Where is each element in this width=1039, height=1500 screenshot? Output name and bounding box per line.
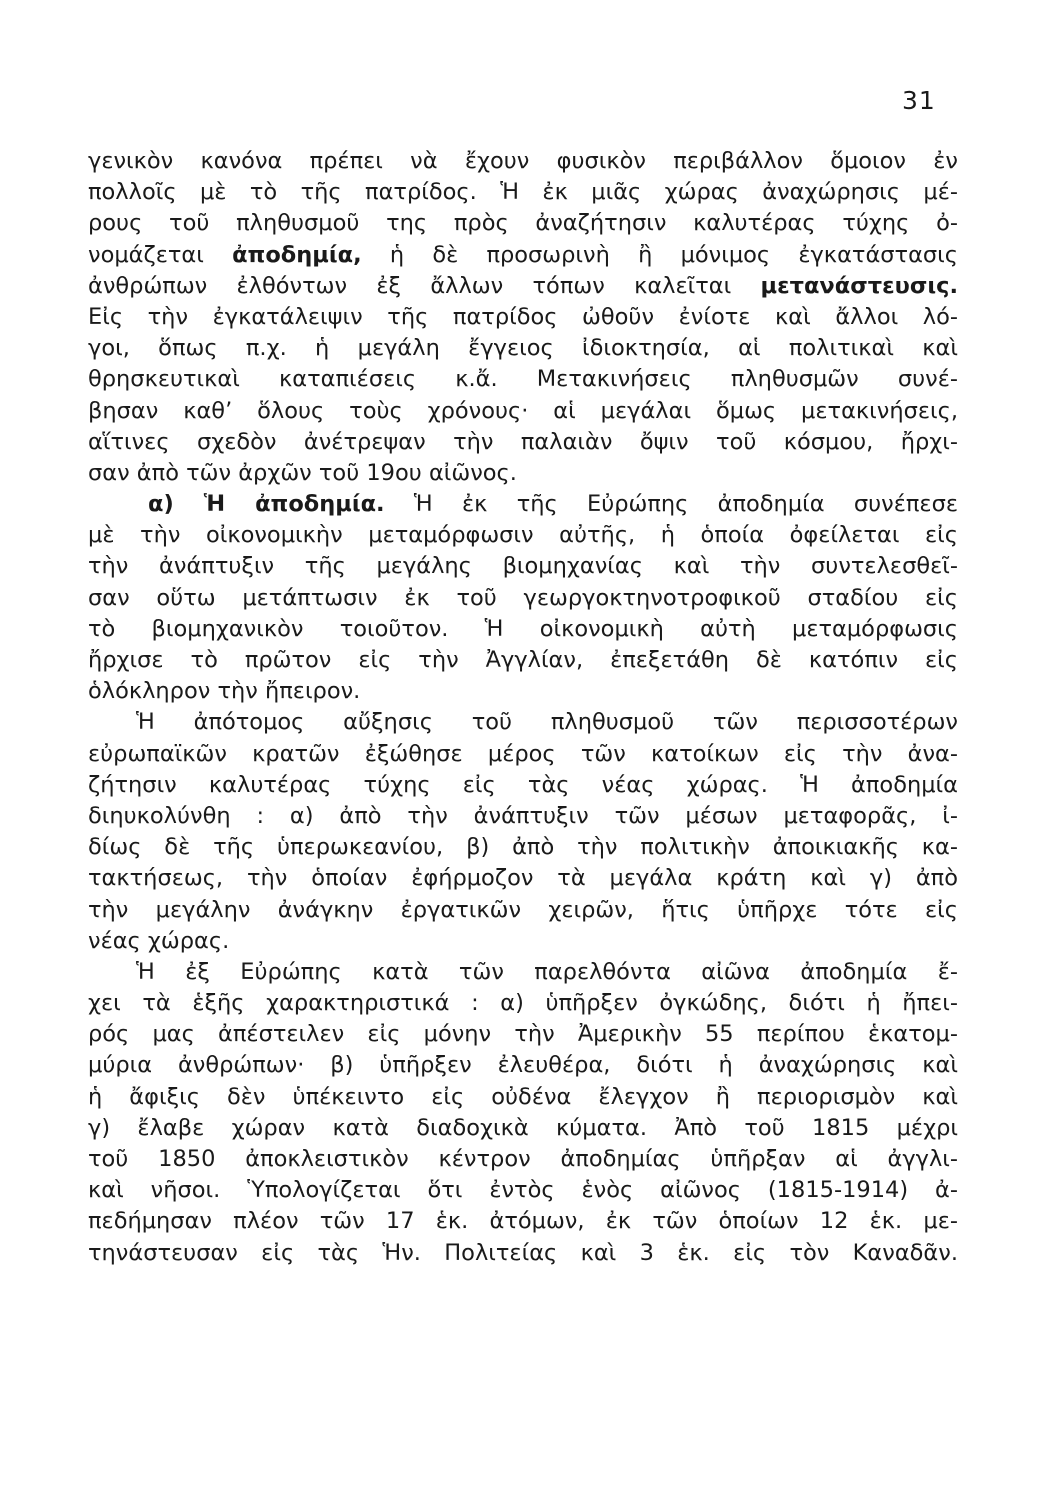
text-line — [88, 271, 958, 302]
text-line — [88, 583, 958, 614]
text-line — [88, 1144, 958, 1175]
text-segment: τακτήσεως, τὴν ὁποίαν ἐφήρμοζον τὰ μεγάλα κράτη καὶ γ) ἀπὸ — [88, 865, 958, 892]
text-segment: ἡ δὲ προσωρινὴ ἢ μόνιμος ἐγκατάστασις — [361, 241, 958, 268]
text-segment: αἵτινες σχεδὸν ἀνέτρεψαν τὴν παλαιὰν ὄψιν τοῦ κόσμου, ἤρχι- — [88, 428, 958, 455]
text-line — [88, 333, 958, 364]
text-segment: καὶ νῆσοι. Ὑπολογίζεται ὅτι ἐντὸς ἑνὸς αἰῶνος (1815-1914) ἀ- — [88, 1177, 958, 1204]
text-line — [88, 1019, 958, 1050]
text-line — [88, 1113, 958, 1144]
text-segment: ἡ ἄφιξις δὲν ὑπέκειντο εἰς οὐδένα ἔλεγχον ἢ περιορισμὸν καὶ — [88, 1083, 958, 1110]
text-segment: μύρια ἀνθρώπων· β) ὑπῆρξεν ἐλευθέρα, διότι ἡ ἀναχώρησις καὶ — [88, 1052, 958, 1079]
text-line — [88, 1238, 958, 1269]
text-line — [88, 614, 958, 645]
text-line — [88, 770, 958, 801]
text-line — [88, 364, 958, 395]
text-line — [88, 551, 958, 582]
text-segment: πεδήμησαν πλέον τῶν 17 ἑκ. ἀτόμων, ἐκ τῶν ὁποίων 12 ἑκ. με- — [88, 1208, 958, 1235]
text-segment: ζήτησιν καλυτέρας τύχης εἰς τὰς νέας χώρας. Ἡ ἀποδημία — [88, 771, 958, 798]
page-number: 31 — [902, 86, 936, 115]
text-line — [88, 1082, 958, 1113]
text-segment: πολλοῖς μὲ τὸ τῆς πατρίδος. Ἡ ἐκ μιᾶς χώρας ἀναχώρησις μέ- — [88, 179, 958, 206]
text-line — [88, 458, 958, 489]
text-segment: γοι, ὅπως π.χ. ἡ μεγάλη ἔγγειος ἰδιοκτησία, αἱ πολιτικαὶ καὶ — [88, 335, 958, 362]
text-line — [88, 427, 958, 458]
text-segment: χει τὰ ἑξῆς χαρακτηριστικά : α) ὑπῆρξεν ὀγκώδης, διότι ἡ ἤπει- — [88, 990, 958, 1017]
text-segment: Ἡ ἐξ Εὐρώπης κατὰ τῶν παρελθόντα αἰῶνα ἀποδημία ἔ- — [136, 958, 958, 985]
text-segment: σαν οὕτω μετάπτωσιν ἐκ τοῦ γεωργοκτηνοτροφικοῦ σταδίου εἰς — [88, 584, 958, 611]
text-line — [88, 926, 958, 957]
text-line — [88, 146, 958, 177]
text-segment: ἤρχισε τὸ πρῶτον εἰς τὴν Ἀγγλίαν, ἐπεξετάθη δὲ κατόπιν εἰς — [88, 647, 958, 673]
text-segment: σαν ἀπὸ τῶν ἀρχῶν τοῦ 19ου αἰῶνος. — [88, 459, 517, 486]
text-segment: θρησκευτικαὶ καταπιέσεις κ.ἄ. Μετακινήσεις πληθυσμῶν συνέ- — [88, 366, 958, 393]
text-line — [88, 396, 958, 427]
text-segment: τὴν μεγάλην ἀνάγκην ἐργατικῶν χειρῶν, ἥτις ὑπῆρχε τότε εἰς — [88, 896, 958, 923]
text-line — [88, 177, 958, 208]
text-body — [88, 146, 958, 1269]
text-line — [88, 302, 958, 333]
text-line — [88, 1175, 958, 1206]
text-segment: ρους τοῦ πληθυσμοῦ της πρὸς ἀναζήτησιν καλυτέρας τύχης ὀ- — [88, 210, 958, 237]
text-line — [88, 208, 958, 239]
text-line — [88, 645, 958, 676]
text-segment: τοῦ 1850 ἀποκλειστικὸν κέντρον ἀποδημίας ὑπῆρξαν αἱ ἀγγλι- — [88, 1146, 958, 1172]
text-line — [88, 739, 958, 770]
text-line — [88, 240, 958, 271]
text-line — [88, 1050, 958, 1081]
text-line — [88, 957, 958, 988]
text-segment: τὴν ἀνάπτυξιν τῆς μεγάλης βιομηχανίας καὶ τὴν συντελεσθεῖ- — [88, 553, 958, 580]
bold-term: μετανάστευσις. — [760, 272, 958, 299]
text-segment: Ἡ ἀπότομος αὔξησις τοῦ πληθυσμοῦ τῶν περισσοτέρων — [136, 709, 958, 736]
text-segment: ἀνθρώπων ἐλθόντων ἐξ ἄλλων τόπων καλεῖται — [88, 272, 761, 299]
text-segment: εὐρωπαϊκῶν κρατῶν ἐξώθησε μέρος τῶν κατοίκων εἰς τὴν ἀνα- — [88, 740, 958, 767]
text-line — [88, 707, 958, 738]
text-segment: μὲ τὴν οἰκονομικὴν μεταμόρφωσιν αὐτῆς, ἡ ὁποία ὀφείλεται εἰς — [88, 522, 958, 549]
text-line — [88, 489, 958, 520]
text-line — [88, 832, 958, 863]
bold-term: α) Ἡ ἀποδημία. — [148, 491, 385, 518]
text-line — [88, 863, 958, 894]
text-segment: τὸ βιομηχανικὸν τοιοῦτον. Ἡ οἰκονομικὴ αὐτὴ μεταμόρφωσις — [88, 615, 958, 642]
text-segment: Εἰς τὴν ἐγκατάλειψιν τῆς πατρίδος ὠθοῦν ἐνίοτε καὶ ἄλλοι λό- — [88, 303, 958, 330]
text-segment: ρός μας ἀπέστειλεν εἰς μόνην τὴν Ἀμερικὴν 55 περίπου ἑκατομ- — [88, 1021, 958, 1048]
bold-term: ἀποδημία, — [232, 241, 362, 268]
text-segment: Ἡ ἐκ τῆς Εὐρώπης ἀποδημία συνέπεσε — [384, 491, 959, 518]
text-line — [88, 1206, 958, 1237]
text-segment: διηυκολύνθη : α) ἀπὸ τὴν ἀνάπτυξιν τῶν μέσων μεταφορᾶς, ἰ- — [88, 802, 958, 829]
text-segment: τηνάστευσαν εἰς τὰς Ἡν. Πολιτείας καὶ 3 ἑκ. εἰς τὸν Καναδᾶν. — [88, 1239, 958, 1266]
text-segment: βησαν καθ’ ὅλους τοὺς χρόνους· αἱ μεγάλαι ὅμως μετακινήσεις, — [88, 397, 958, 424]
text-segment: γενικὸν κανόνα πρέπει νὰ ἔχουν φυσικὸν περιβάλλον ὅμοιον ἐν — [88, 148, 958, 174]
text-segment: δίως δὲ τῆς ὑπερωκεανίου, β) ἀπὸ τὴν πολιτικὴν ἀποικιακῆς κα- — [88, 834, 958, 861]
text-line — [88, 676, 958, 707]
text-line — [88, 520, 958, 551]
text-segment: νέας χώρας. — [88, 927, 230, 954]
text-line — [88, 895, 958, 926]
text-segment: ὁλόκληρον τὴν ἤπειρον. — [88, 678, 361, 705]
text-segment: νομάζεται — [88, 241, 233, 268]
text-line — [88, 801, 958, 832]
text-line — [88, 988, 958, 1019]
text-segment: γ) ἔλαβε χώραν κατὰ διαδοχικὰ κύματα. Ἀπὸ τοῦ 1815 μέχρι — [88, 1114, 958, 1141]
